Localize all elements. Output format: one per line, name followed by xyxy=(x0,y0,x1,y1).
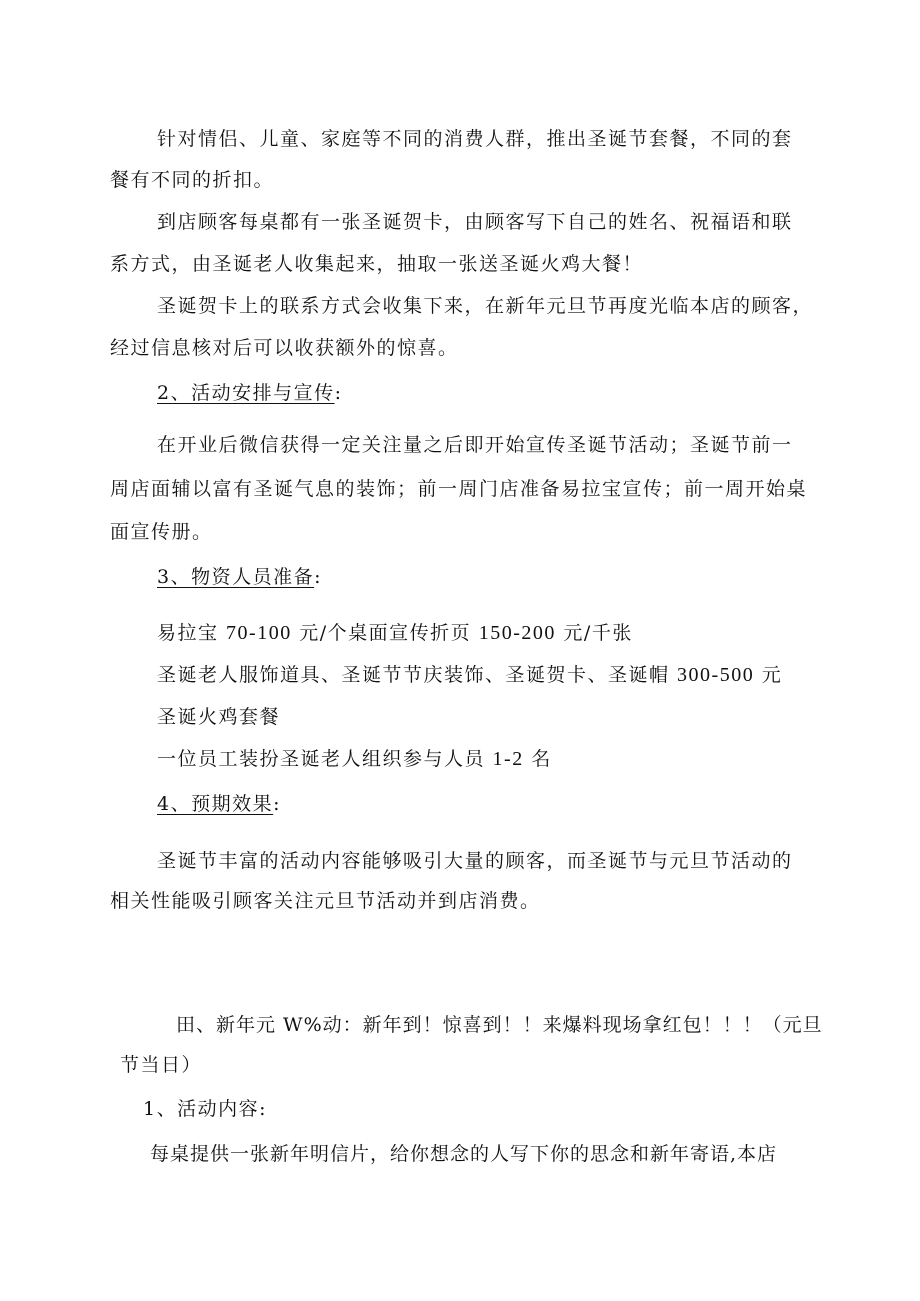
item-1-price-a: 70-100 xyxy=(226,622,292,644)
section-3-colon: : xyxy=(314,566,322,588)
item-4-count: 1-2 xyxy=(492,748,524,770)
item-2-text-b: 元 xyxy=(754,664,783,686)
item-1-text-c: 元/千张 xyxy=(555,622,633,644)
item-1-text-a: 易拉宝 xyxy=(157,622,227,644)
section-2-colon: : xyxy=(334,382,343,404)
section-4-heading: 4、预期效果 xyxy=(157,793,274,815)
section-3-heading-line xyxy=(157,564,322,590)
section-3-item-1 xyxy=(157,620,633,646)
new-year-title-line-1: 田、新年元 W%动：新年到！惊喜到！！来爆料现场拿红包！！！（元旦 xyxy=(176,1014,823,1036)
section-2-line-2: 周店面辅以富有圣诞气息的装饰；前一周门店准备易拉宝宣传；前一周开始桌 xyxy=(110,478,808,500)
paragraph-3-line-2: 经过信息核对后可以收获额外的惊喜。 xyxy=(110,337,459,359)
paragraph-1-line-2: 餐有不同的折扣。 xyxy=(110,169,275,191)
section-2-line-1: 在开业后微信获得一定关注量之后即开始宣传圣诞节活动；圣诞节前一 xyxy=(157,434,793,456)
section-2-line-3: 面宣传册。 xyxy=(110,521,213,543)
item-1-price-b: 150-200 xyxy=(478,622,556,644)
new-year-sub-heading: 1、活动内容: xyxy=(143,1098,267,1120)
new-year-line-1: 每桌提供一张新年明信片，给你想念的人写下你的思念和新年寄语,本店 xyxy=(150,1143,778,1165)
section-2-heading: 2、活动安排与宣传 xyxy=(157,382,335,404)
section-4-colon: : xyxy=(273,793,281,815)
paragraph-2-line-1: 到店顾客每桌都有一张圣诞贺卡，由顾客写下自己的姓名、祝福语和联 xyxy=(157,211,793,233)
item-4-text-b: 名 xyxy=(523,748,552,770)
paragraph-2-line-2: 系方式，由圣诞老人收集起来，抽取一张送圣诞火鸡大餐！ xyxy=(110,253,644,275)
section-3-heading: 3、物资人员准备 xyxy=(157,566,315,588)
section-3-item-2 xyxy=(157,662,782,688)
item-4-text-a: 一位员工装扮圣诞老人组织参与人员 xyxy=(157,748,493,770)
section-4-heading-line xyxy=(157,791,281,817)
section-4-line-2: 相关性能吸引顾客关注元旦节活动并到店消费。 xyxy=(110,890,541,912)
item-2-text-a: 圣诞老人服饰道具、圣诞节节庆装饰、圣诞贺卡、圣诞帽 xyxy=(157,664,678,686)
item-1-text-b: 元/个桌面宣传折页 xyxy=(291,622,479,644)
section-3-item-3: 圣诞火鸡套餐 xyxy=(157,706,281,728)
section-2-heading-line xyxy=(157,380,343,406)
paragraph-1-line-1: 针对情侣、儿童、家庭等不同的消费人群，推出圣诞节套餐，不同的套 xyxy=(157,128,793,150)
paragraph-3-line-1: 圣诞贺卡上的联系方式会收集下来，在新年元旦节再度光临本店的顾客， xyxy=(157,295,814,317)
section-4-line-1: 圣诞节丰富的活动内容能够吸引大量的顾客，而圣诞节与元旦节活动的 xyxy=(157,850,793,872)
item-2-price: 300-500 xyxy=(677,664,755,686)
section-3-item-4 xyxy=(157,746,552,772)
new-year-title-line-2: 节当日） xyxy=(120,1054,203,1076)
